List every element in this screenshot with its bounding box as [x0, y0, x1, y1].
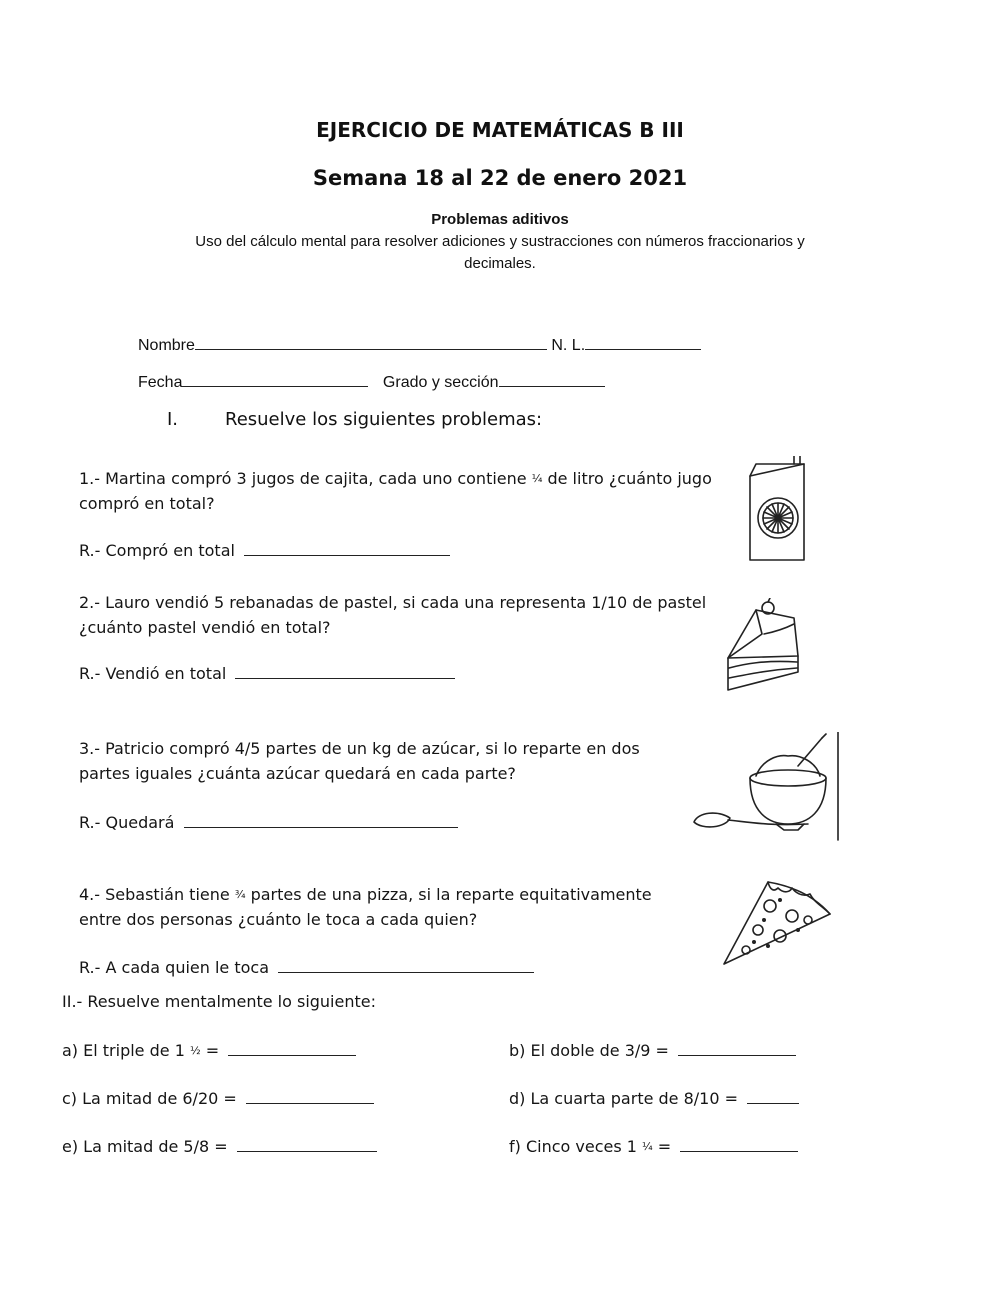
- pizza-slice-icon: [718, 876, 834, 970]
- problem-2-answer-blank[interactable]: [235, 664, 455, 679]
- date-field-row: [138, 372, 605, 392]
- section1-number: I.: [167, 409, 179, 430]
- name-label: Nombre: [138, 337, 195, 354]
- grade-label: Grado y sección: [382, 374, 499, 391]
- problem-2-line1: 2.- Lauro vendió 5 rebanadas de pastel, si cada una representa 1/10 de pastel: [79, 593, 707, 612]
- problem-3-line1: 3.- Patricio compró 4/5 partes de un kg de azúcar, si lo reparte en dos: [79, 739, 640, 758]
- problem-1-answer-label: R.- Compró en total: [79, 541, 235, 560]
- problem-1-answer-row: [79, 541, 450, 560]
- exercise-f-blank[interactable]: [680, 1137, 798, 1152]
- problem-4-line1: 4.- Sebastián tiene ¾ partes de una pizza, si la reparte equitativamente: [79, 885, 652, 904]
- exercise-e-blank[interactable]: [237, 1137, 377, 1152]
- problem-2: [79, 590, 706, 640]
- worksheet-title: EJERCICIO DE MATEMÁTICAS B III: [316, 118, 684, 142]
- juice-box-icon: [744, 456, 810, 566]
- problem-3-answer-row: [79, 813, 458, 832]
- problem-4-answer-blank[interactable]: [278, 958, 534, 973]
- problem-1: [79, 466, 712, 516]
- section1-heading: [167, 409, 542, 430]
- problem-4-answer-label: R.- A cada quien le toca: [79, 958, 270, 977]
- sugar-bowl-icon: [688, 732, 840, 842]
- exercise-b: b) El doble de 3/9 =: [509, 1041, 796, 1060]
- problem-4: [79, 882, 652, 932]
- date-blank[interactable]: [182, 372, 368, 387]
- name-field-row: [138, 335, 701, 355]
- date-label: Fecha: [138, 374, 183, 391]
- section2-heading: II.- Resuelve mentalmente lo siguiente:: [62, 992, 376, 1011]
- problem-2-answer-row: [79, 664, 455, 683]
- cake-slice-icon: [724, 598, 806, 696]
- problem-4-answer-row: [79, 958, 534, 977]
- problem-3-answer-blank[interactable]: [184, 813, 458, 828]
- week-heading: Semana 18 al 22 de enero 2021: [312, 166, 688, 190]
- name-blank[interactable]: [195, 335, 547, 350]
- exercise-a: a) El triple de 1 ½ =: [62, 1041, 356, 1060]
- topic-subtitle: Problemas aditivos: [431, 211, 569, 228]
- problem-1-line2: compró en total?: [79, 494, 215, 513]
- exercise-e: e) La mitad de 5/8 =: [62, 1137, 377, 1156]
- grade-blank[interactable]: [499, 372, 605, 387]
- problem-2-line2: ¿cuánto pastel vendió en total?: [79, 618, 331, 637]
- exercise-b-blank[interactable]: [678, 1041, 796, 1056]
- problem-4-line2: entre dos personas ¿cuánto le toca a cada quien?: [79, 910, 478, 929]
- exercise-d-blank[interactable]: [747, 1089, 799, 1104]
- section1-title: Resuelve los siguientes problemas:: [225, 409, 543, 430]
- exercise-f: f) Cinco veces 1 ¼ =: [509, 1137, 798, 1156]
- exercise-c: c) La mitad de 6/20 =: [62, 1089, 374, 1108]
- exercise-a-blank[interactable]: [228, 1041, 356, 1056]
- problem-3: [79, 736, 640, 786]
- exercise-d: d) La cuarta parte de 8/10 =: [509, 1089, 799, 1108]
- exercise-c-blank[interactable]: [246, 1089, 374, 1104]
- topic-description: Uso del cálculo mental para resolver adiciones y sustracciones con números fraccionarios y decimales.: [195, 233, 805, 272]
- problem-1-answer-blank[interactable]: [244, 541, 450, 556]
- problem-2-answer-label: R.- Vendió en total: [79, 664, 227, 683]
- problem-1-line1: 1.- Martina compró 3 jugos de cajita, cada uno contiene ¼ de litro ¿cuánto jugo: [79, 469, 712, 488]
- problem-3-answer-label: R.- Quedará: [79, 813, 175, 832]
- nl-label: N. L.: [551, 337, 586, 354]
- problem-3-line2: partes iguales ¿cuánta azúcar quedará en cada parte?: [79, 764, 516, 783]
- nl-blank[interactable]: [585, 335, 701, 350]
